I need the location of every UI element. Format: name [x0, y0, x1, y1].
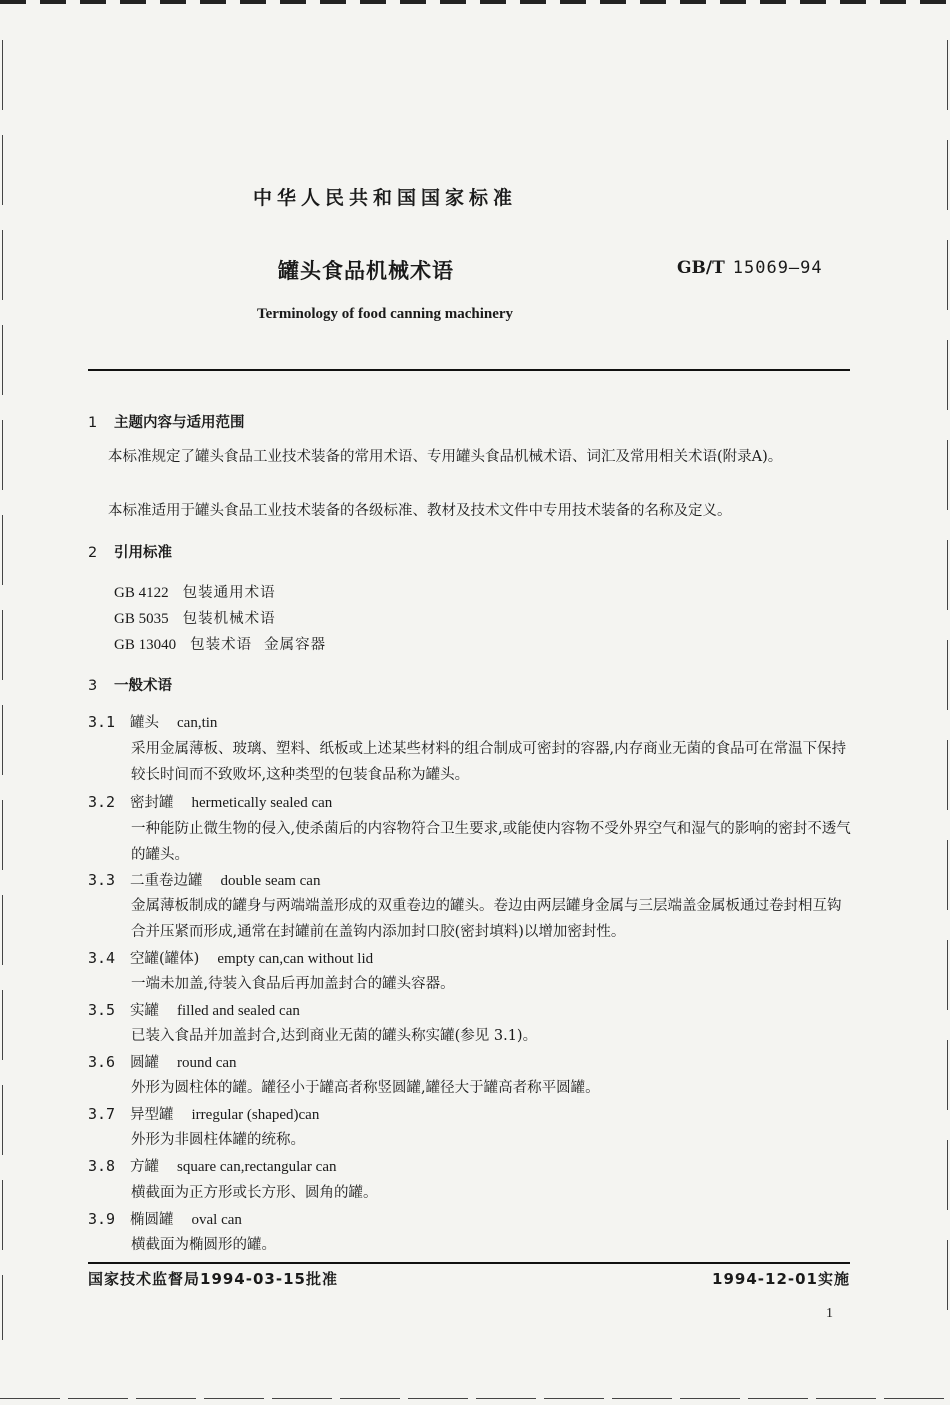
- term-chinese: 方罐: [130, 1159, 159, 1175]
- term-number: 3.7: [88, 1105, 116, 1123]
- page-number: 1: [826, 1306, 833, 1321]
- section-3-heading: [88, 674, 172, 695]
- term-english: square can,rectangular can: [177, 1159, 337, 1175]
- term-chinese: 罐头: [130, 715, 159, 731]
- term-english: irregular (shaped)can: [191, 1107, 320, 1123]
- reference-name: 包装通用术语: [182, 585, 276, 601]
- section-number: 1: [88, 415, 98, 431]
- term-entry: [88, 1103, 319, 1124]
- term-english: empty can,can without lid: [217, 951, 374, 967]
- english-title: Terminology of food canning machinery: [256, 306, 514, 322]
- reference-code: GB 13040: [114, 637, 177, 653]
- term-english: can,tin: [177, 715, 218, 731]
- term-number: 3.9: [88, 1210, 116, 1228]
- section-title: 主题内容与适用范围: [114, 415, 245, 431]
- section-2-heading: [88, 541, 172, 562]
- term-entry: [88, 711, 217, 732]
- approval-date: 国家技术监督局1994-03-15批准: [88, 1270, 338, 1288]
- national-standard-heading: 中华人民共和国国家标准: [252, 187, 517, 209]
- term-english: filled and sealed can: [177, 1003, 300, 1019]
- term-entry: [88, 869, 320, 890]
- term-chinese: 空罐(罐体): [130, 951, 200, 967]
- term-chinese: 密封罐: [130, 795, 174, 811]
- standard-code-number: 15069—94: [732, 258, 823, 278]
- reference-item: [114, 581, 276, 602]
- section-1-paragraph-2: 本标准适用于罐头食品工业技术装备的各级标准、教材及技术文件中专用技术装备的名称及定义。: [108, 503, 732, 519]
- term-chinese: 异型罐: [130, 1107, 174, 1123]
- term-number: 3.4: [88, 949, 116, 967]
- right-border: [947, 40, 948, 1340]
- standard-code-prefix: GB/T: [677, 258, 725, 278]
- term-chinese: 实罐: [130, 1003, 159, 1019]
- reference-name-secondary: 金属容器: [264, 637, 327, 653]
- section-1-paragraph-1: 本标准规定了罐头食品工业技术装备的常用术语、专用罐头食品机械术语、词汇及常用相关术语(附录A)。: [108, 449, 783, 465]
- term-definition: 一种能防止微生物的侵入,使杀菌后的内容物符合卫生要求,或能使内容物不受外界空气和湿气的影响的密封不透气的罐头。: [131, 821, 851, 863]
- term-number: 3.6: [88, 1053, 116, 1071]
- term-entry: [88, 947, 373, 968]
- header-divider: [88, 369, 850, 371]
- term-definition: 横截面为正方形或长方形、圆角的罐。: [131, 1185, 378, 1201]
- term-number: 3.3: [88, 871, 116, 889]
- standard-code: [677, 258, 823, 278]
- top-border: [0, 0, 950, 4]
- term-chinese: 圆罐: [130, 1055, 159, 1071]
- term-entry: [88, 1051, 237, 1072]
- term-entry: [88, 1208, 242, 1229]
- effective-date: 1994-12-01实施: [712, 1270, 850, 1288]
- reference-name: 包装机械术语: [182, 611, 276, 627]
- reference-code: GB 4122: [114, 585, 169, 601]
- term-number: 3.1: [88, 713, 116, 731]
- section-title: 一般术语: [114, 678, 172, 694]
- term-number: 3.2: [88, 793, 116, 811]
- bottom-border: [0, 1398, 950, 1399]
- term-english: hermetically sealed can: [191, 795, 333, 811]
- footer-divider: [88, 1262, 850, 1264]
- section-title: 引用标准: [114, 545, 172, 561]
- term-entry: [88, 999, 300, 1020]
- reference-item: [114, 607, 276, 628]
- term-definition: 外形为圆柱体的罐。罐径小于罐高者称竖圆罐,罐径大于罐高者称平圆罐。: [131, 1080, 600, 1096]
- reference-item: [114, 633, 326, 654]
- section-1-heading: [88, 411, 245, 432]
- term-english: oval can: [191, 1212, 242, 1228]
- reference-code: GB 5035: [114, 611, 169, 627]
- term-definition: 横截面为椭圆形的罐。: [131, 1237, 276, 1253]
- term-number: 3.5: [88, 1001, 116, 1019]
- term-entry: [88, 791, 332, 812]
- term-chinese: 二重卷边罐: [130, 873, 203, 889]
- term-chinese: 椭圆罐: [130, 1212, 174, 1228]
- term-definition: 外形为非圆柱体罐的统称。: [131, 1132, 305, 1148]
- section-number: 2: [88, 545, 98, 561]
- term-definition: 已装入食品并加盖封合,达到商业无菌的罐头称实罐(参见 3.1)。: [131, 1028, 538, 1044]
- term-english: double seam can: [220, 873, 321, 889]
- term-entry: [88, 1155, 337, 1176]
- term-definition: 采用金属薄板、玻璃、塑料、纸板或上述某些材料的组合制成可密封的容器,内存商业无菌的食品可在常温下保持较长时间而不致败坏,这种类型的包装食品称为罐头。: [131, 741, 847, 783]
- section-number: 3: [88, 678, 98, 694]
- term-number: 3.8: [88, 1157, 116, 1175]
- standard-title: 罐头食品机械术语: [278, 259, 454, 283]
- term-definition: 一端未加盖,待装入食品后再加盖封合的罐头容器。: [131, 976, 455, 992]
- left-border: [2, 40, 3, 1340]
- term-english: round can: [177, 1055, 237, 1071]
- term-definition: 金属薄板制成的罐身与两端端盖形成的双重卷边的罐头。卷边由两层罐身金属与三层端盖金属板通过卷封相互钩合并压紧而形成,通常在封罐前在盖钩内添加封口胶(密封填料)以增加密封性。: [131, 898, 842, 940]
- reference-name: 包装术语: [190, 637, 253, 653]
